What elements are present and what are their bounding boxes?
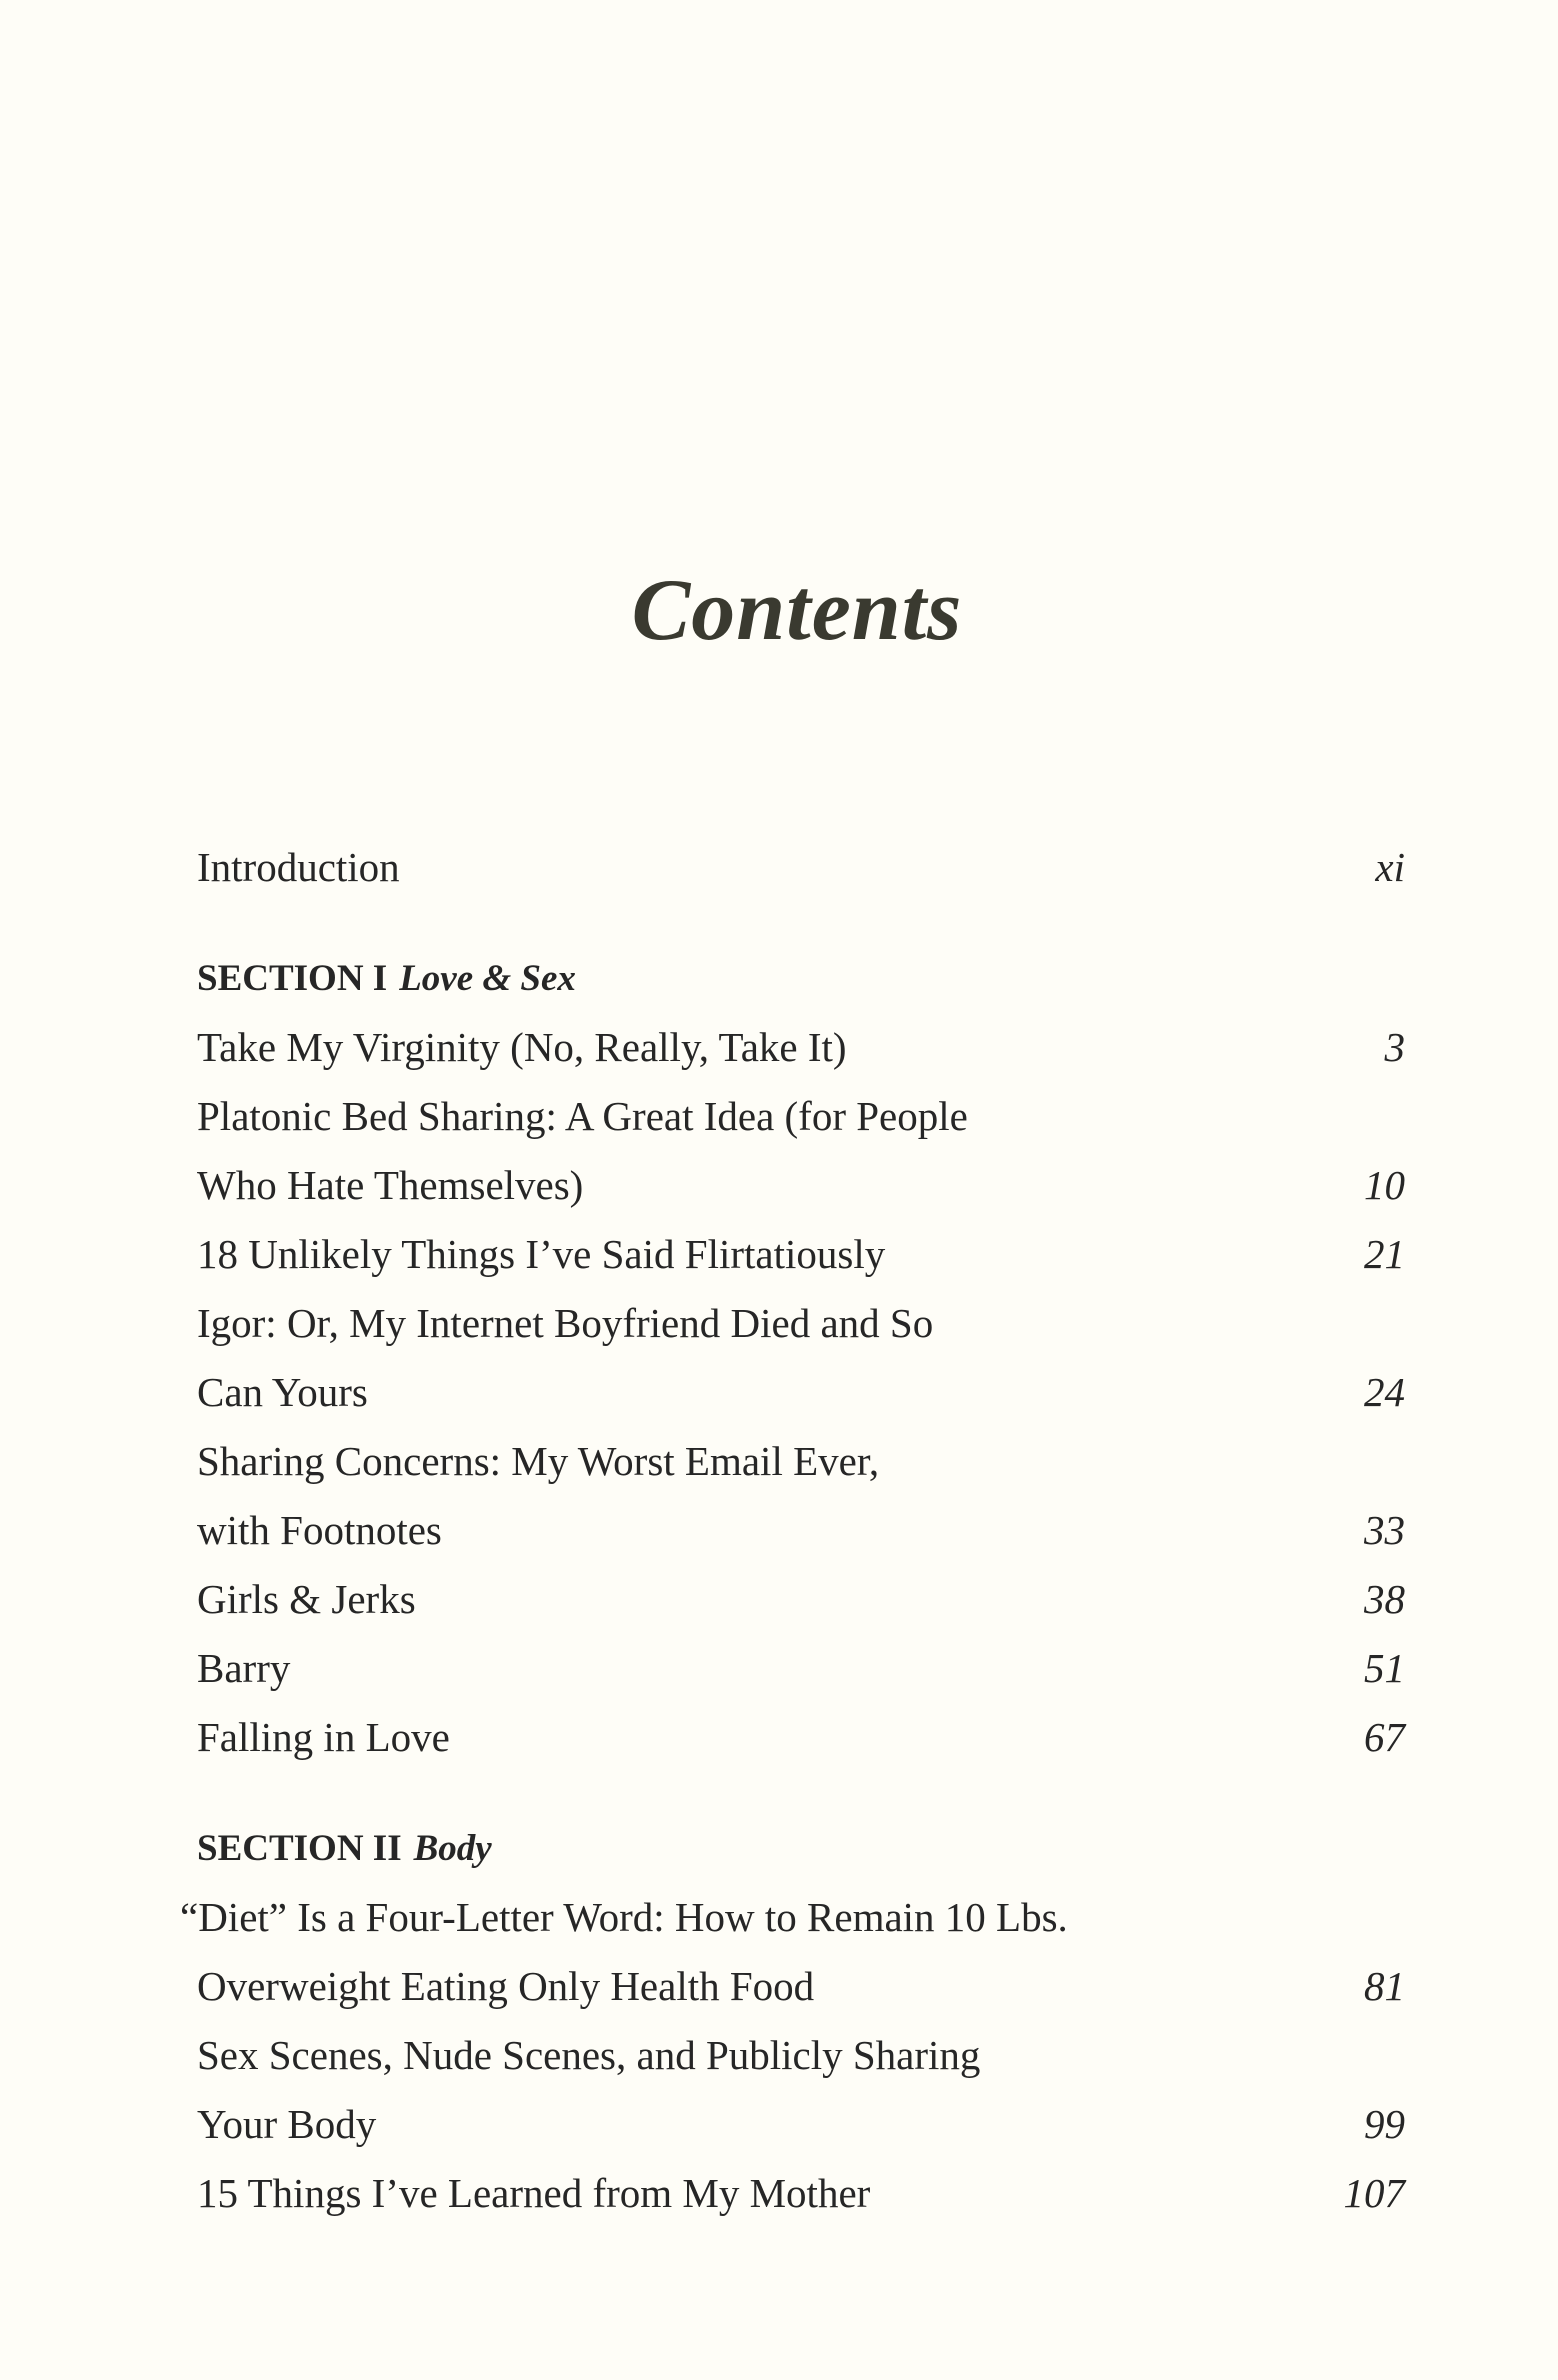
toc-entry-line	[197, 1289, 1405, 1358]
entry-title: 15 Things I’ve Learned from My Mother	[197, 2170, 871, 2216]
toc-entry-line	[197, 1634, 1405, 1703]
entry-title: Introduction	[197, 844, 400, 890]
page-number: 99	[1364, 2101, 1405, 2147]
page-number: 10	[1364, 1162, 1405, 1208]
entry-title: Who Hate Themselves)	[197, 1162, 584, 1208]
entry-title: Your Body	[197, 2101, 377, 2147]
toc-entry-line	[197, 1496, 1405, 1565]
toc-entry-line	[197, 1151, 1405, 1220]
toc-entry-line	[197, 2021, 1405, 2090]
toc-entry[interactable]	[180, 1883, 1405, 2021]
entry-title: Take My Virginity (No, Really, Take It)	[197, 1024, 847, 1070]
entry-title: Girls & Jerks	[197, 1576, 416, 1622]
page-title: Contents	[631, 562, 963, 659]
entry-title: with Footnotes	[197, 1507, 442, 1553]
entry-title: Sex Scenes, Nude Scenes, and Publicly Sharing	[197, 2032, 981, 2078]
section-heading	[197, 1814, 1405, 1883]
toc-entry[interactable]	[197, 1082, 1405, 1220]
toc-entry-line	[197, 1565, 1405, 1634]
toc-entry-line	[197, 1703, 1405, 1772]
section-subtitle: Body	[413, 1828, 492, 1869]
toc-entry[interactable]	[197, 1565, 1405, 1634]
toc-entry-line	[197, 1427, 1405, 1496]
toc-entry[interactable]	[197, 1220, 1405, 1289]
entry-title: “Diet” Is a Four-Letter Word: How to Remain 10 Lbs.	[180, 1894, 1068, 1940]
page-number: 67	[1364, 1714, 1405, 1760]
toc-entry[interactable]	[197, 2021, 1405, 2159]
toc-entry-line	[197, 2090, 1405, 2159]
table-of-contents	[180, 833, 1405, 2228]
entry-title: Barry	[197, 1645, 291, 1691]
toc-entry-introduction[interactable]	[197, 833, 1405, 902]
entry-title: Igor: Or, My Internet Boyfriend Died and So	[197, 1300, 934, 1346]
page-number: 33	[1364, 1507, 1405, 1553]
page-number: 38	[1364, 1576, 1405, 1622]
page-number: xi	[1375, 844, 1405, 890]
section-heading	[197, 944, 1405, 1013]
toc-entry[interactable]	[197, 1634, 1405, 1703]
toc-entry-line	[197, 2159, 1405, 2228]
entry-title: Sharing Concerns: My Worst Email Ever,	[197, 1438, 880, 1484]
toc-entry-line	[197, 1952, 1405, 2021]
toc-entry[interactable]	[197, 2159, 1405, 2228]
toc-entry-line	[180, 1883, 1405, 1952]
entry-title: Can Yours	[197, 1369, 368, 1415]
page-number: 107	[1343, 2170, 1405, 2216]
page-number: 21	[1364, 1231, 1405, 1277]
page-number: 3	[1384, 1024, 1405, 1070]
entry-title: Overweight Eating Only Health Food	[197, 1963, 815, 2009]
page-number: 51	[1364, 1645, 1405, 1691]
toc-entry[interactable]	[197, 1703, 1405, 1772]
section-subtitle: Love & Sex	[399, 958, 576, 999]
toc-entry-line	[197, 1082, 1405, 1151]
toc-entry[interactable]	[197, 1289, 1405, 1427]
section-label: SECTION II	[197, 1828, 402, 1869]
toc-entry-line	[197, 1013, 1405, 1082]
entry-title: 18 Unlikely Things I’ve Said Flirtatiously	[197, 1231, 886, 1277]
page-number: 81	[1364, 1963, 1405, 2009]
entry-title: Falling in Love	[197, 1714, 450, 1760]
toc-entry-line	[197, 1220, 1405, 1289]
toc-entry[interactable]	[197, 1013, 1405, 1082]
toc-entry-line	[197, 1358, 1405, 1427]
toc-entry[interactable]	[197, 1427, 1405, 1565]
section-label: SECTION I	[197, 958, 388, 999]
page-number: 24	[1364, 1369, 1405, 1415]
entry-title: Platonic Bed Sharing: A Great Idea (for People	[197, 1093, 968, 1139]
